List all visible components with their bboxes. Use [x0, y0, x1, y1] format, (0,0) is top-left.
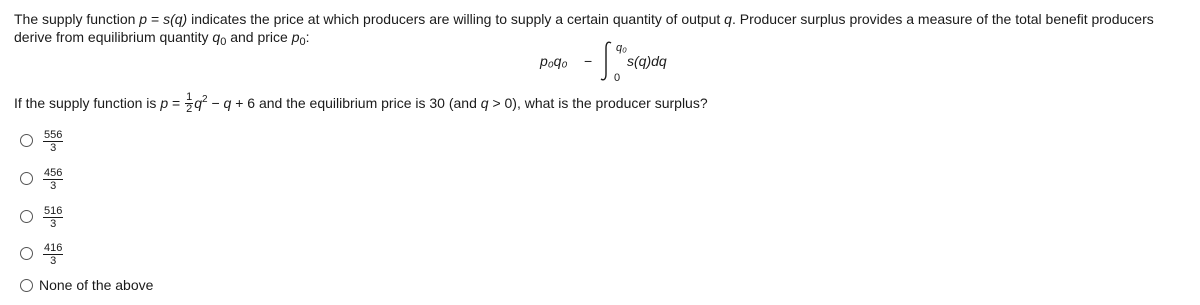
- radio-button[interactable]: [20, 210, 33, 223]
- subscript-zero: 0: [220, 36, 227, 48]
- fraction-denominator: 3: [50, 218, 57, 230]
- fraction-numerator: 456: [44, 167, 63, 179]
- subscript-zero: 0: [299, 36, 306, 48]
- intro-text: . Producer surplus provides a measure of the total benefit producers derive from equilibrium quantity: [14, 11, 1154, 45]
- var-q: q: [194, 95, 202, 112]
- fraction-numerator: 556: [44, 129, 63, 141]
- integral-sign-icon: [598, 40, 614, 82]
- radio-button[interactable]: [20, 172, 33, 185]
- equals-sign: =: [168, 95, 185, 112]
- equals-sign: =: [147, 11, 164, 27]
- radio-button[interactable]: [20, 279, 33, 292]
- option-fraction: [43, 167, 63, 192]
- integral-lower-limit: 0: [614, 72, 621, 84]
- prompt-text: + 6 and the equilibrium price is 30 (and: [231, 95, 481, 112]
- option-label: None of the above: [39, 277, 154, 293]
- fraction-denominator: 3: [50, 255, 57, 267]
- option-fraction: [43, 129, 63, 154]
- exponent-two: 2: [202, 94, 208, 106]
- formula-p0q0: p₀q₀: [540, 53, 568, 69]
- intro-text: :: [305, 29, 310, 45]
- radio-button[interactable]: [20, 134, 33, 147]
- var-p0: p: [291, 29, 300, 45]
- var-q: q: [724, 11, 732, 27]
- fraction-numerator: 416: [44, 242, 63, 254]
- option-fraction: [43, 242, 63, 267]
- formula-minus: −: [584, 53, 593, 69]
- producer-surplus-formula: [540, 38, 740, 84]
- fraction-denominator: 3: [50, 180, 57, 192]
- intro-text: and price: [226, 29, 292, 45]
- prompt-text: −: [207, 95, 224, 112]
- intro-text: indicates the price at which producers are willing to supply a certain quantity of output: [187, 11, 725, 27]
- fraction-numerator: 516: [44, 205, 63, 217]
- var-q: q: [223, 95, 232, 112]
- var-q: q: [480, 95, 489, 112]
- var-p: p: [139, 11, 148, 27]
- var-q0: q: [212, 29, 221, 45]
- option-fraction: [43, 205, 63, 230]
- fraction-numerator: 1: [186, 91, 193, 103]
- prompt-text: If the supply function is: [14, 95, 161, 112]
- var-p: p: [160, 95, 169, 112]
- fraction-denominator: 3: [50, 142, 57, 154]
- answer-options: [20, 0, 420, 305]
- prompt-text: > 0), what is the producer surplus?: [488, 95, 708, 112]
- fraction-denominator: 2: [186, 103, 193, 115]
- supply-function-symbol: s(q): [163, 11, 188, 27]
- intro-text: The supply function: [14, 11, 140, 27]
- integrand: s(q)dq: [627, 53, 667, 69]
- integral-upper-limit: q₀: [616, 42, 627, 54]
- radio-button[interactable]: [20, 247, 33, 260]
